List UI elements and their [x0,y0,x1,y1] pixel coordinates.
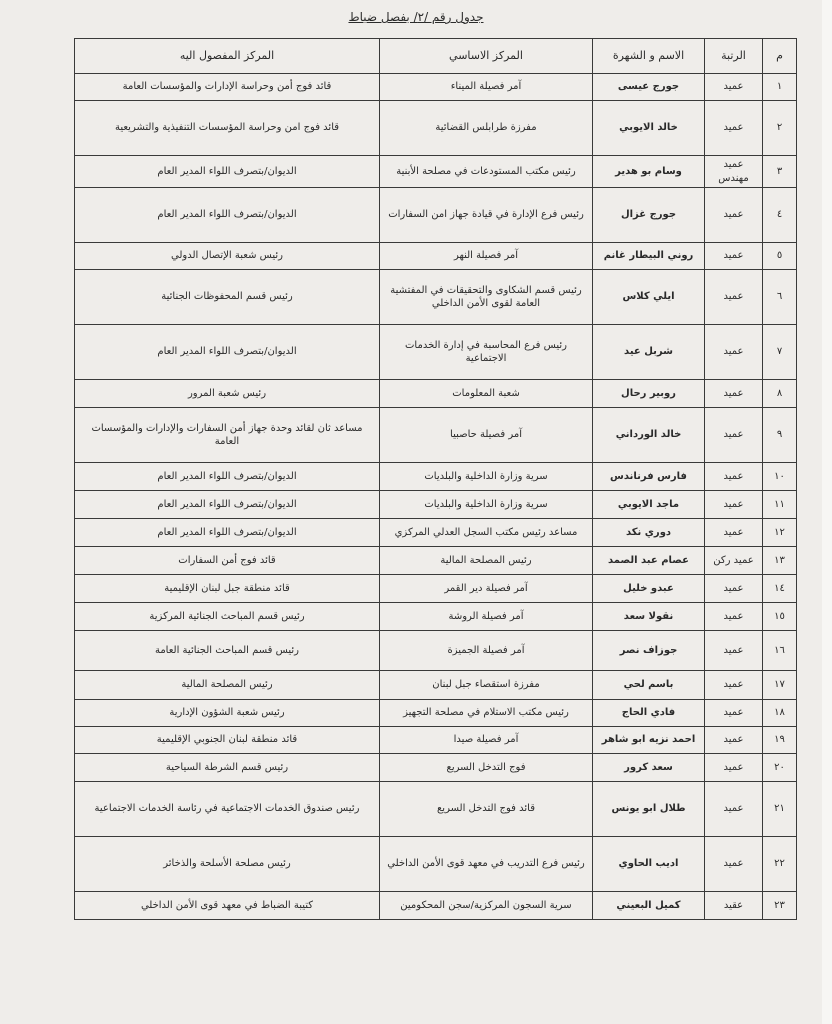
cell-target-position: الديوان/بتصرف اللواء المدير العام [75,491,380,519]
cell-base-position: آمر فصيلة الروشة [380,603,593,631]
cell-target-position: رئيس مصلحة الأسلحة والذخائر [75,837,380,892]
cell-name: كميل البعيني [593,892,705,920]
cell-base-position: آمر فصيلة الميناء [380,74,593,101]
table-row [75,463,797,491]
cell-name: فادي الحاج [593,700,705,727]
cell-rank: عميد [705,519,763,547]
table-body [75,74,797,920]
cell-rank: عميد [705,463,763,491]
header-number: م [763,39,797,74]
cell-name: جوزاف نصر [593,631,705,671]
cell-base-position: رئيس مكتب المستودعات في مصلحة الأبنية [380,156,593,188]
cell-number: ١٦ [763,631,797,671]
officers-table [74,38,797,920]
cell-target-position: مساعد ثان لقائد وحدة جهاز أمن السفارات والإدارات والمؤسسات العامة [75,408,380,463]
cell-target-position: رئيس قسم المباحث الجنائية العامة [75,631,380,671]
cell-name: شربل عيد [593,325,705,380]
cell-name: جورج عيسى [593,74,705,101]
cell-base-position: رئيس فرع المحاسبة في إدارة الخدمات الاجتماعية [380,325,593,380]
cell-rank: عميد [705,101,763,156]
cell-rank: عميد [705,408,763,463]
cell-target-position: قائد فوج أمن وحراسة الإدارات والمؤسسات العامة [75,74,380,101]
cell-name: دوري نكد [593,519,705,547]
cell-rank: عميد [705,188,763,243]
cell-name: اديب الحاوي [593,837,705,892]
cell-rank: عميد [705,74,763,101]
cell-base-position: آمر فصيلة حاصبيا [380,408,593,463]
cell-name: عبدو خليل [593,575,705,603]
cell-rank: عميد [705,243,763,270]
cell-rank: عميد [705,603,763,631]
cell-number: ٢ [763,101,797,156]
cell-name: نقولا سعد [593,603,705,631]
cell-rank: عميد [705,270,763,325]
cell-number: ١٥ [763,603,797,631]
cell-number: ٢٣ [763,892,797,920]
table-row [75,603,797,631]
cell-number: ٩ [763,408,797,463]
table-row [75,156,797,188]
table-row [75,188,797,243]
table-row [75,892,797,920]
cell-target-position: قائد فوج امن وحراسة المؤسسات التنفيذية والتشريعية [75,101,380,156]
document-title: جدول رقم /٢/ بفصل ضباط [348,10,484,24]
cell-number: ١١ [763,491,797,519]
cell-base-position: فوج التدخل السريع [380,754,593,782]
table-row [75,754,797,782]
cell-target-position: الديوان/بتصرف اللواء المدير العام [75,156,380,188]
cell-base-position: قائد فوج التدخل السريع [380,782,593,837]
table-row [75,575,797,603]
header-target-position: المركز المفصول اليه [75,39,380,74]
cell-target-position: رئيس صندوق الخدمات الاجتماعية في رئاسة الخدمات الاجتماعية [75,782,380,837]
cell-target-position: رئيس المصلحة المالية [75,671,380,700]
cell-number: ١٤ [763,575,797,603]
cell-number: ١٣ [763,547,797,575]
header-name: الاسم و الشهرة [593,39,705,74]
cell-rank: عميد [705,671,763,700]
header-rank: الرتبة [705,39,763,74]
cell-number: ٧ [763,325,797,380]
table-row [75,837,797,892]
cell-number: ٦ [763,270,797,325]
cell-base-position: آمر فصيلة النهر [380,243,593,270]
cell-rank: عميد [705,631,763,671]
cell-number: ٣ [763,156,797,188]
cell-rank: عميد [705,837,763,892]
cell-rank: عميد [705,782,763,837]
cell-base-position: رئيس فرع التدريب في معهد قوى الأمن الداخلي [380,837,593,892]
paper-edge [822,0,832,1024]
cell-number: ١٩ [763,727,797,754]
cell-target-position: رئيس شعبة الشؤون الإدارية [75,700,380,727]
cell-name: فارس فرناندس [593,463,705,491]
table-row [75,380,797,408]
cell-base-position: آمر فصيلة الجميزة [380,631,593,671]
table-row [75,101,797,156]
cell-target-position: رئيس شعبة المرور [75,380,380,408]
cell-number: ١ [763,74,797,101]
cell-base-position: سرية وزارة الداخلية والبلديات [380,463,593,491]
table-row [75,519,797,547]
cell-rank: عميد [705,325,763,380]
cell-rank: عميد مهندس [705,156,763,188]
cell-rank: عميد [705,491,763,519]
cell-rank: عميد [705,727,763,754]
table-row [75,243,797,270]
cell-base-position: آمر فصيلة صيدا [380,727,593,754]
cell-name: عصام عبد الصمد [593,547,705,575]
cell-target-position: رئيس قسم المباحث الجنائية المركزية [75,603,380,631]
cell-name: طلال ابو يونس [593,782,705,837]
table-row [75,671,797,700]
cell-name: ماجد الايوبي [593,491,705,519]
cell-name: باسم لحي [593,671,705,700]
table-row [75,491,797,519]
cell-name: روني البيطار غانم [593,243,705,270]
cell-name: خالد الايوبي [593,101,705,156]
cell-number: ٥ [763,243,797,270]
cell-target-position: رئيس شعبة الإتصال الدولي [75,243,380,270]
cell-rank: عميد [705,700,763,727]
table-row [75,700,797,727]
cell-base-position: مساعد رئيس مكتب السجل العدلي المركزي [380,519,593,547]
table-row [75,74,797,101]
cell-rank: عميد [705,380,763,408]
cell-base-position: شعبة المعلومات [380,380,593,408]
cell-number: ١٠ [763,463,797,491]
cell-name: جورج غزال [593,188,705,243]
cell-number: ٨ [763,380,797,408]
cell-target-position: رئيس قسم الشرطة السياحية [75,754,380,782]
cell-base-position: رئيس فرع الإدارة في قيادة جهاز امن السفارات [380,188,593,243]
cell-number: ١٧ [763,671,797,700]
cell-name: احمد نزيه ابو شاهر [593,727,705,754]
cell-name: سعد كرور [593,754,705,782]
table-row [75,408,797,463]
cell-target-position: الديوان/بتصرف اللواء المدير العام [75,188,380,243]
cell-target-position: قائد منطقة جبل لبنان الإقليمية [75,575,380,603]
cell-rank: عميد ركن [705,547,763,575]
cell-target-position: الديوان/بتصرف اللواء المدير العام [75,325,380,380]
cell-number: ١٢ [763,519,797,547]
cell-base-position: رئيس المصلحة المالية [380,547,593,575]
cell-base-position: آمر فصيلة دير القمر [380,575,593,603]
cell-target-position: كتيبة الضباط في معهد قوى الأمن الداخلي [75,892,380,920]
cell-rank: عقيد [705,892,763,920]
cell-target-position: قائد فوج أمن السفارات [75,547,380,575]
cell-base-position: رئيس قسم الشكاوى والتحقيقات في المفتشية العامة لقوى الأمن الداخلي [380,270,593,325]
cell-base-position: رئيس مكتب الاستلام في مصلحة التجهيز [380,700,593,727]
cell-base-position: سرية السجون المركزية/سجن المحكومين [380,892,593,920]
cell-name: ايلي كلاس [593,270,705,325]
cell-target-position: الديوان/بتصرف اللواء المدير العام [75,519,380,547]
table-row [75,727,797,754]
table-row [75,270,797,325]
table-row [75,325,797,380]
cell-number: ١٨ [763,700,797,727]
cell-number: ٢٠ [763,754,797,782]
cell-rank: عميد [705,754,763,782]
cell-number: ٢٢ [763,837,797,892]
table-row [75,547,797,575]
table-row [75,782,797,837]
cell-target-position: رئيس قسم المحفوظات الجنائية [75,270,380,325]
cell-base-position: مفرزة استقصاء جبل لبنان [380,671,593,700]
cell-number: ٤ [763,188,797,243]
table-header-row [75,39,797,74]
cell-name: خالد الورداني [593,408,705,463]
cell-base-position: مفرزة طرابلس القضائية [380,101,593,156]
cell-target-position: الديوان/بتصرف اللواء المدير العام [75,463,380,491]
cell-base-position: سرية وزارة الداخلية والبلديات [380,491,593,519]
cell-name: روبير رحال [593,380,705,408]
cell-target-position: قائد منطقة لبنان الجنوبي الإقليمية [75,727,380,754]
table-row [75,631,797,671]
cell-rank: عميد [705,575,763,603]
header-base-position: المركز الاساسي [380,39,593,74]
cell-name: وسام بو هدير [593,156,705,188]
cell-number: ٢١ [763,782,797,837]
